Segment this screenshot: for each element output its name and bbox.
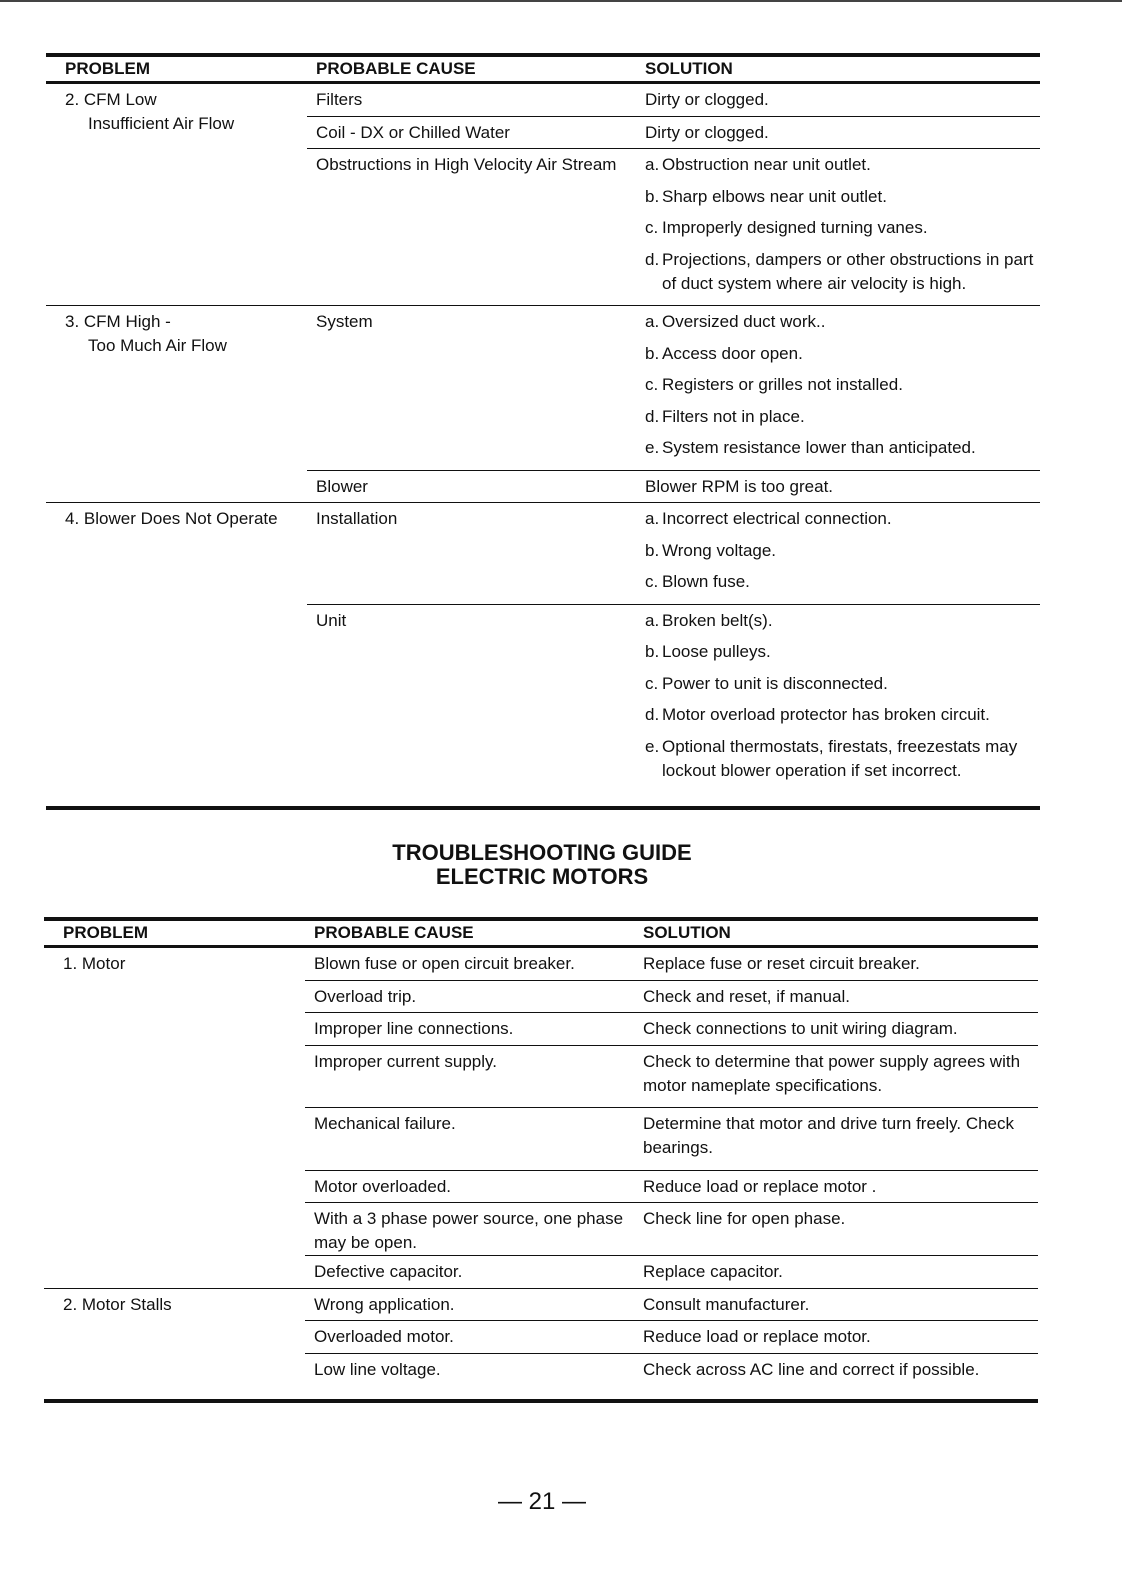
solution-item [643, 948, 1038, 980]
table-row [305, 1012, 1038, 1045]
table-row [307, 503, 1040, 604]
solution-text: Wrong voltage. [662, 540, 777, 560]
solution-text: Improperly designed turning vanes. [662, 218, 928, 237]
solution-cell [634, 1289, 1038, 1321]
solution-item [645, 503, 1040, 535]
problem-group [44, 1288, 1038, 1386]
solution-text: Broken belt(s). [662, 610, 773, 630]
solution-text: Blown fuse. [662, 572, 750, 591]
solution-item [645, 636, 1040, 668]
solution-letter: b. [645, 343, 660, 363]
solution-item [645, 699, 1040, 731]
solution-cell [634, 1046, 1038, 1108]
table-row [307, 604, 1040, 793]
header-cause: PROBABLE CAUSE [316, 59, 476, 78]
solution-item [645, 181, 1040, 213]
table-row [307, 116, 1040, 149]
table-row [307, 148, 1040, 305]
solution-text: Blower RPM is too great. [645, 476, 834, 496]
solution-text: Oversized duct work.. [662, 312, 826, 331]
solution-letter: d. [645, 705, 660, 724]
solution-item [645, 84, 1040, 116]
cause-cell: With a 3 phase power source, one phase may be open. [314, 1209, 624, 1252]
solution-item [645, 212, 1040, 244]
electric-motors-troubleshooting-table [44, 917, 1038, 1403]
problem-cell [44, 948, 305, 1288]
header-solution: SOLUTION [643, 923, 731, 942]
cause-cell: Coil - DX or Chilled Water [316, 122, 510, 142]
problem-group [46, 84, 1040, 305]
header-problem: PROBLEM [63, 923, 148, 942]
solution-text: Obstruction near unit outlet. [662, 155, 871, 174]
table-row [305, 1289, 1038, 1321]
solution-text: Check and reset, if manual. [643, 986, 850, 1006]
solution-item [643, 1046, 1038, 1102]
solution-item [645, 338, 1040, 370]
solution-cell [634, 1013, 1038, 1045]
cause-cell: System [316, 312, 373, 331]
solution-item [643, 1108, 1038, 1164]
problem-group [46, 502, 1040, 792]
solution-letter: c. [645, 572, 659, 591]
cause-cell: Defective capacitor. [314, 1262, 463, 1281]
solution-letter: c. [645, 218, 659, 237]
solution-text: Reduce load or replace motor . [643, 1176, 877, 1196]
causes-column [305, 948, 1038, 1288]
solution-item [645, 401, 1040, 433]
solution-cell [636, 84, 1040, 116]
cause-cell: Mechanical failure. [314, 1114, 456, 1133]
solution-text: Replace capacitor. [643, 1262, 783, 1281]
solution-text: Dirty or clogged. [645, 90, 769, 109]
solution-text: Check connections to unit wiring diagram. [643, 1019, 958, 1038]
solution-text: Projections, dampers or other obstructions in part of duct system where air velocity is high. [662, 249, 1034, 293]
solution-cell [636, 149, 1040, 305]
table-row [307, 306, 1040, 470]
solution-item [645, 605, 1040, 637]
table-row [305, 1045, 1038, 1108]
solution-item [643, 1321, 1038, 1353]
table-bottom-rule [44, 1399, 1038, 1403]
problem-text: Insufficient Air Flow [88, 114, 235, 133]
causes-column [307, 503, 1040, 792]
solution-item [645, 731, 1040, 787]
table-row [305, 1255, 1038, 1288]
cause-cell: Blown fuse or open circuit breaker. [314, 954, 575, 973]
solution-item [643, 1203, 1038, 1235]
cause-cell: Improper current supply. [314, 1051, 497, 1071]
causes-column [307, 84, 1040, 305]
solution-text: Optional thermostats, firestats, freezestats may lockout blower operation if set incorrect. [662, 736, 1018, 780]
cause-cell: Unit [316, 610, 347, 630]
solution-text: Sharp elbows near unit outlet. [662, 186, 887, 206]
cause-cell: Wrong application. [314, 1294, 455, 1314]
table-row [305, 980, 1038, 1013]
solution-text: Loose pulleys. [662, 642, 771, 661]
solution-letter: d. [645, 249, 660, 269]
problem-text: 4. Blower Does Not Operate [65, 509, 278, 528]
table-row [305, 1320, 1038, 1353]
solution-cell [634, 1108, 1038, 1170]
solution-text: Consult manufacturer. [643, 1294, 810, 1314]
solution-item [643, 1289, 1038, 1321]
problem-cell [46, 84, 307, 305]
solution-letter: c. [645, 375, 659, 394]
solution-text: Reduce load or replace motor. [643, 1327, 871, 1346]
table-bottom-rule [46, 806, 1040, 810]
solution-text: Motor overload protector has broken circuit. [662, 705, 990, 724]
cause-cell: Installation [316, 509, 398, 528]
solution-text: Replace fuse or reset circuit breaker. [643, 954, 920, 973]
solution-cell [636, 503, 1040, 604]
solution-letter: a. [645, 312, 660, 331]
cause-cell: Overloaded motor. [314, 1327, 454, 1346]
problem-text: 2. Motor Stalls [63, 1294, 172, 1314]
cause-cell: Filters [316, 90, 363, 109]
solution-text: System resistance lower than anticipated. [662, 438, 976, 457]
solution-letter: a. [645, 155, 660, 174]
solution-text: Determine that motor and drive turn freely. Check bearings. [643, 1114, 1015, 1157]
solution-text: Filters not in place. [662, 406, 805, 426]
solution-letter: a. [645, 509, 660, 528]
table-header [44, 917, 1038, 948]
solution-letter: c. [645, 673, 659, 693]
solution-letter: b. [645, 186, 660, 206]
solution-letter: a. [645, 610, 660, 630]
section-title-line1: TROUBLESHOOTING GUIDE [392, 840, 692, 865]
solution-letter: e. [645, 438, 660, 457]
table-row [305, 948, 1038, 980]
cause-cell: Blower [316, 476, 368, 496]
solution-item [643, 1171, 1038, 1203]
solution-text: Incorrect electrical connection. [662, 509, 892, 528]
problem-group [46, 305, 1040, 502]
solution-item [645, 668, 1040, 700]
solution-item [645, 471, 1040, 503]
air-flow-troubleshooting-table [46, 53, 1040, 810]
solution-cell [636, 117, 1040, 149]
causes-column [307, 306, 1040, 502]
table-row [307, 470, 1040, 503]
problem-cell [44, 1289, 305, 1386]
cause-cell: Obstructions in High Velocity Air Stream [316, 155, 617, 174]
solution-text: Power to unit is disconnected. [662, 673, 888, 693]
solution-letter: b. [645, 540, 660, 560]
problem-cell [46, 503, 307, 792]
causes-column [305, 1289, 1038, 1386]
section-title-line2: ELECTRIC MOTORS [435, 864, 649, 889]
solution-item [645, 149, 1040, 181]
problem-text: Too Much Air Flow [88, 336, 227, 355]
solution-letter: d. [645, 406, 660, 426]
solution-item [643, 1354, 1038, 1386]
solution-item [645, 306, 1040, 338]
solution-item [643, 1013, 1038, 1045]
solution-text: Dirty or clogged. [645, 122, 769, 142]
problem-text: 1. Motor [63, 954, 126, 973]
solution-item [645, 244, 1040, 300]
table-row [307, 84, 1040, 116]
solution-text: Access door open. [662, 343, 803, 363]
solution-item [645, 566, 1040, 598]
solution-cell [636, 471, 1040, 503]
solution-item [645, 117, 1040, 149]
solution-cell [634, 1354, 1038, 1386]
solution-item [645, 432, 1040, 464]
solution-text: Check across AC line and correct if possible. [643, 1359, 980, 1379]
solution-letter: b. [645, 642, 660, 661]
solution-cell [634, 1203, 1038, 1255]
solution-cell [636, 605, 1040, 793]
table-row [305, 1107, 1038, 1170]
solution-cell [634, 981, 1038, 1013]
scan-edge-line [0, 0, 1122, 2]
solution-item [643, 1256, 1038, 1288]
problem-group [44, 948, 1038, 1288]
problem-text: 2. CFM Low [65, 90, 157, 109]
solution-item [643, 981, 1038, 1013]
solution-text: Registers or grilles not installed. [662, 375, 903, 394]
solution-cell [634, 1171, 1038, 1203]
solution-item [645, 535, 1040, 567]
solution-cell [634, 1321, 1038, 1353]
solution-cell [636, 306, 1040, 470]
header-problem: PROBLEM [65, 59, 150, 78]
cause-cell: Improper line connections. [314, 1019, 514, 1038]
header-solution: SOLUTION [645, 59, 733, 78]
cause-cell: Low line voltage. [314, 1359, 441, 1379]
header-cause: PROBABLE CAUSE [314, 923, 474, 942]
page-number: — 21 — [497, 1488, 587, 1515]
problem-cell [46, 306, 307, 502]
solution-cell [634, 1256, 1038, 1288]
cause-cell: Motor overloaded. [314, 1176, 452, 1196]
table-row [305, 1170, 1038, 1203]
table-row [305, 1202, 1038, 1255]
solution-text: Check line for open phase. [643, 1209, 846, 1228]
table-header [46, 53, 1040, 84]
solution-text: Check to determine that power supply agrees with motor nameplate specifications. [643, 1051, 1021, 1095]
solution-cell [634, 948, 1038, 980]
solution-letter: e. [645, 736, 660, 756]
cause-cell: Overload trip. [314, 986, 417, 1006]
table-row [305, 1353, 1038, 1386]
solution-item [645, 369, 1040, 401]
problem-text: 3. CFM High - [65, 312, 171, 331]
